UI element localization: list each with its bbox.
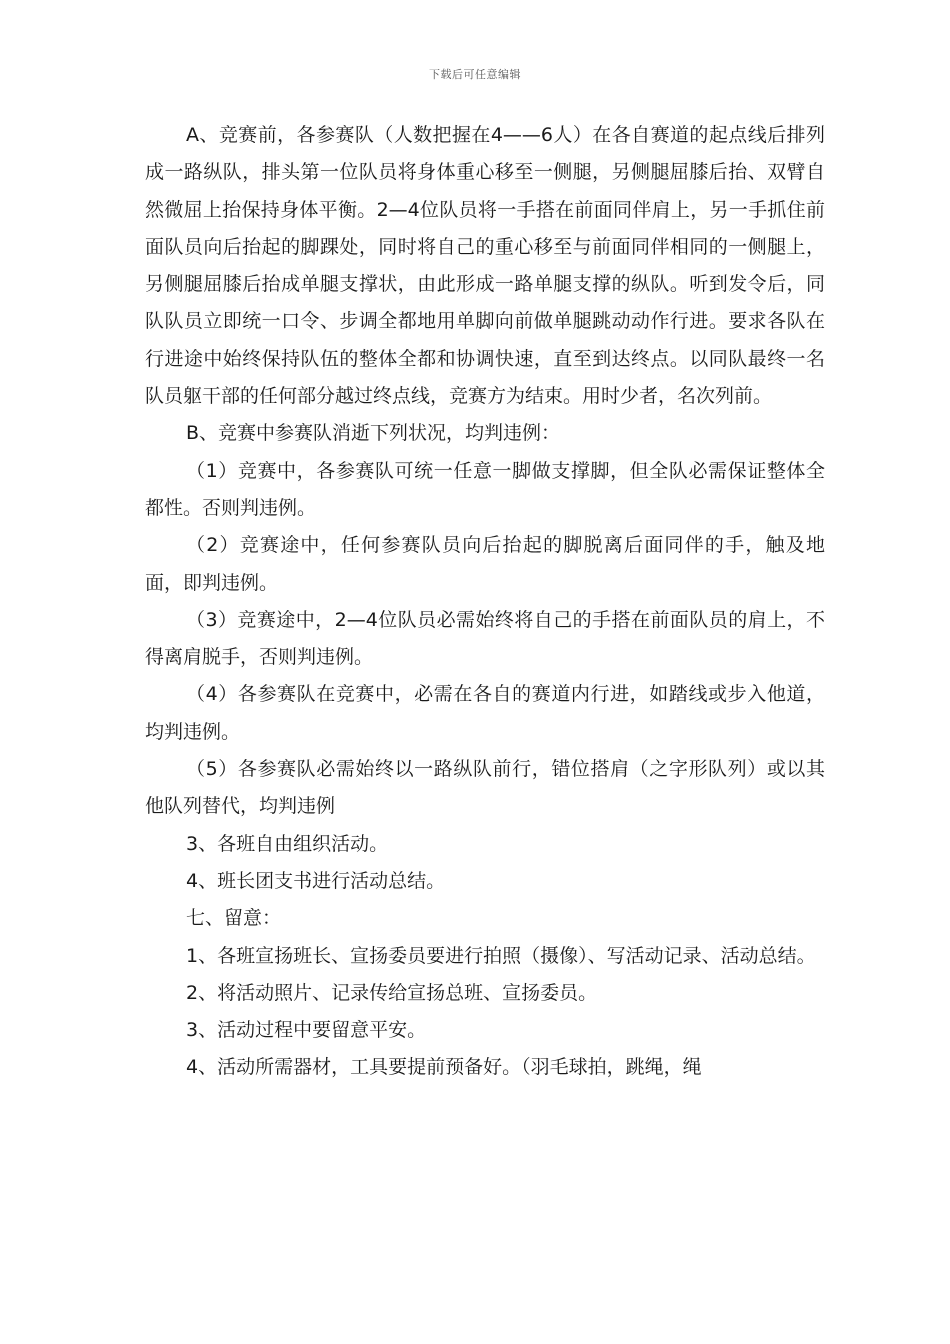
document-body <box>145 117 825 1087</box>
section-heading-notes: 七、留意： <box>186 907 282 930</box>
paragraph-note-4: 4、活动所需器材，工具要提前预备好。（羽毛球拍，跳绳，绳 <box>186 1056 702 1079</box>
paragraph-rules-b: B、竞赛中参赛队消逝下列状况，均判违例： <box>186 422 561 445</box>
paragraph-note-2: 2、将活动照片、记录传给宣扬总班、宣扬委员。 <box>186 981 598 1004</box>
paragraph-violation-3: （3）竞赛途中，2—4位队员必需始终将自己的手搭在前面队员的肩上，不得离肩脱手，否则判违例。 <box>145 608 825 669</box>
paragraph-note-1: 1、各班宣扬班长、宣扬委员要进行拍照（摄像）、写活动记录、活动总结。 <box>186 944 816 967</box>
paragraph-note-3: 3、活动过程中要留意平安。 <box>186 1019 427 1042</box>
paragraph-rules-a: A、竞赛前，各参赛队（人数把握在4——6人）在各自赛道的起点线后排列成一路纵队，排头第一位队员将身体重心移至一侧腿，另侧腿屈膝后抬、双臂自然微屈上抬保持身体平衡。2—4位队员将一手搭在前面同伴肩上，另一手抓住前面队员向后抬起的脚踝处，同时将自己的重心移至与前面同伴相同的一侧腿上，另侧腿屈膝后抬成单腿支撑状，由此形成一路单腿支撑的纵队。听到发令后，同队队员立即统一口令、步调全都地用单脚向前做单腿跳动动作行进。要求各队在行进途中始终保持队伍的整体全都和协调快速，直至到达终点。以同队最终一名队员躯干部的任何部分越过终点线，竞赛方为结束。用时少者，名次列前。 <box>145 124 825 408</box>
paragraph-violation-4: （4）各参赛队在竞赛中，必需在各自的赛道内行进，如踏线或步入他道，均判违例。 <box>145 683 825 743</box>
paragraph-violation-5: （5）各参赛队必需始终以一路纵队前行，错位搭肩（之字形队列）或以其他队列替代，均判违例 <box>145 758 825 818</box>
paragraph-violation-1: （1）竞赛中，各参赛队可统一任意一脚做支撑脚，但全队必需保证整体全都性。否则判违例。 <box>145 459 825 519</box>
paragraph-step-3: 3、各班自由组织活动。 <box>186 832 389 855</box>
paragraph-step-4: 4、班长团支书进行活动总结。 <box>186 869 446 892</box>
page-header: 下载后可任意编辑 <box>429 68 521 81</box>
paragraph-violation-2: （2）竞赛途中，任何参赛队员向后抬起的脚脱离后面同伴的手，触及地面，即判违例。 <box>145 534 825 594</box>
